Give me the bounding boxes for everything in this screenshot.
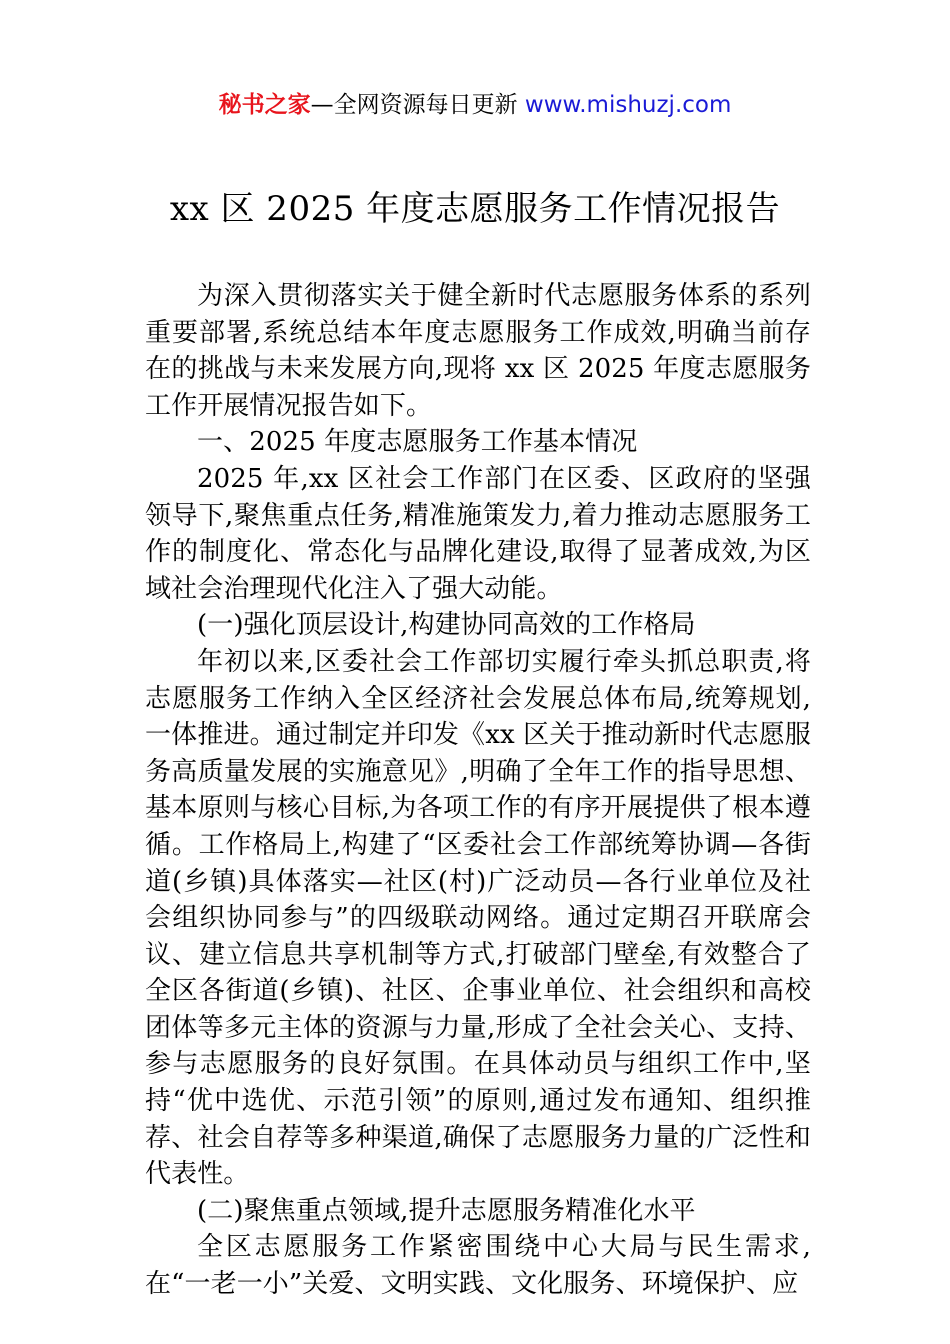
document-title: xx 区 2025 年度志愿服务工作情况报告 <box>169 189 781 229</box>
subsection-heading-2: (二)聚焦重点领域,提升志愿服务精准化水平 <box>197 1195 696 1226</box>
document-body <box>145 278 811 1303</box>
intro-paragraph: 为深入贯彻落实关于健全新时代志愿服务体系的系列重要部署,系统总结本年度志愿服务工作成效,明确当前存在的挑战与未来发展方向,现将 xx 区 2025 年度志愿服务工作开展情况报告如下。 <box>145 281 811 421</box>
subsection-2-paragraph: 全区志愿服务工作紧密围绕中心大局与民生需求,在“一老一小”关爱、文明实践、文化服务、环境保护、应 <box>145 1232 811 1300</box>
section-heading-1: 一、2025 年度志愿服务工作基本情况 <box>197 427 638 458</box>
subsection-heading-1: (一)强化顶层设计,构建协同高效的工作格局 <box>197 610 696 641</box>
section-1-paragraph: 2025 年,xx 区社会工作部门在区委、区政府的坚强领导下,聚焦重点任务,精准施策发力,着力推动志愿服务工作的制度化、常态化与品牌化建设,取得了显著成效,为区域社会治理现代化注入了强大动能。 <box>145 463 811 604</box>
subsection-1-paragraph: 年初以来,区委社会工作部切实履行牵头抓总职责,将志愿服务工作纳入全区经济社会发展总体布局,统筹规划,一体推进。通过制定并印发《xx 区关于推动新时代志愿服务高质量发展的实施意见》,明确了全年工作的指导思想、基本原则与核心目标,为各项工作的有序开展提供了根本遵循。工作格局上,构建了“区委社会工作部统筹协调—各街道(乡镇)具体落实—社区(村)广泛动员—各行业单位及社会组织协同参与”的四级联动网络。通过定期召开联席会议、建立信息共享机制等方式,打破部门壁垒,有效整合了全区各街道(乡镇)、社区、企事业单位、社会组织和高校团体等多元主体的资源与力量,形成了全社会关心、支持、参与志愿服务的良好氛围。在具体动员与组织工作中,坚持“优中选优、示范引领”的原则,通过发布通知、组织推荐、社会自荐等多种渠道,确保了志愿服务力量的广泛性和代表性。 <box>145 646 811 1190</box>
site-header <box>0 90 950 120</box>
site-tagline: —全网资源每日更新 <box>310 92 525 118</box>
site-url-link[interactable]: www.mishuzj.com <box>524 92 732 118</box>
site-brand: 秘书之家 <box>218 92 311 118</box>
